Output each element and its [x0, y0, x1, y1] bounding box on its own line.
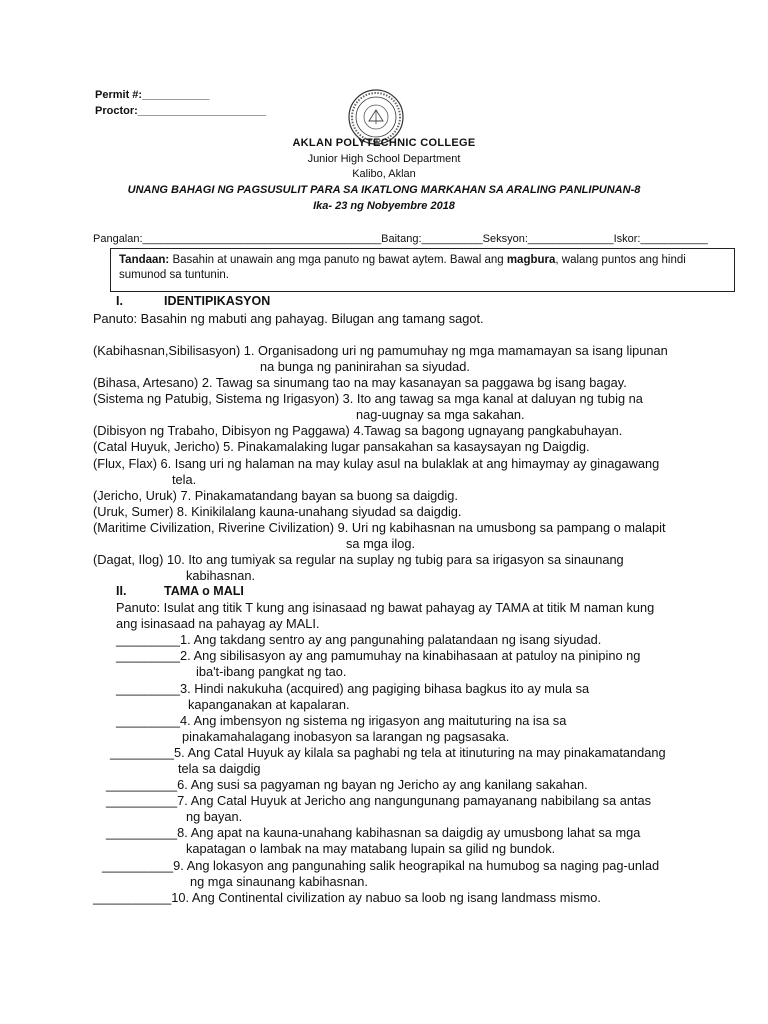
reminder-bold-word: magbura [506, 254, 556, 266]
item-line: (Dagat, Ilog) 10. Ito ang tumiyak sa regular na suplay ng tubig para sa irigasyon sa sinaunang [93, 552, 624, 567]
item-line: na bunga ng paninirahan sa siyudad. [260, 359, 470, 374]
proctor-field: Proctor:_____________________ [95, 105, 267, 117]
section-2-heading [116, 584, 244, 598]
student-info-line: Pangalan:_______________________________________Baitang:__________Seksyon:______________Iskor:___________ [93, 233, 708, 245]
section-2-title: TAMA o MALI [164, 584, 244, 598]
item-line: (Maritime Civilization, Riverine Civilization) 9. Uri ng kabihasnan na umusbong sa pampang o malapit [93, 520, 666, 535]
item-continuation: tela sa daigdig [178, 761, 261, 776]
department-name: Junior High School Department [307, 153, 461, 165]
item-continuation: pinakamahalagang inobasyon sa larangan ng pagsasaka. [182, 729, 510, 744]
answer-line[interactable]: _________1. Ang takdang sentro ay ang pangunahing palatandaan ng isang siyudad. [116, 632, 602, 647]
answer-line[interactable]: _________2. Ang sibilisasyon ay ang pamumuhay na kinabihasaan at patuloy na pinipino ng [116, 648, 641, 663]
section-2-instruction: ang isinasaad na pahayag ay MALI. [116, 616, 320, 631]
answer-line[interactable]: _________3. Hindi nakukuha (acquired) ang pagiging bihasa bagkus ito ay mula sa [116, 681, 590, 696]
item-line: (Kabihasnan,Sibilisasyon) 1. Organisadong uri ng pamumuhay ng mga mamamayan sa isang lipunan [93, 343, 668, 358]
section-1-heading [116, 294, 270, 308]
answer-line[interactable]: __________9. Ang lokasyon ang pangunahing salik heograpikal na humubog sa naging pag-unlad [102, 858, 660, 873]
item-continuation: ng mga sinaunang kabihasnan. [190, 874, 368, 889]
answer-line[interactable]: _________4. Ang imbensyon ng sistema ng irigasyon ang maituturing na isa sa [116, 713, 567, 728]
item-line: nag-uugnay sa mga sakahan. [356, 407, 525, 422]
item-continuation: ng bayan. [186, 809, 243, 824]
answer-line[interactable]: __________6. Ang susi sa pagyaman ng bayan ng Jericho ay ang kanilang sakahan. [106, 777, 588, 792]
college-location: Kalibo, Aklan [352, 168, 416, 180]
reminder-box [110, 248, 735, 292]
exam-date: Ika- 23 ng Nobyembre 2018 [313, 200, 455, 212]
section-1-instruction: Panuto: Basahin ng mabuti ang pahayag. Bilugan ang tamang sagot. [93, 311, 484, 326]
answer-line[interactable]: __________8. Ang apat na kauna-unahang kabihasnan sa daigdig ay umusbong lahat sa mga [106, 825, 641, 840]
item-line: tela. [172, 472, 197, 487]
item-line: (Catal Huyuk, Jericho) 5. Pinakamalaking lugar pansakahan sa kasaysayan ng Daigdig. [93, 439, 590, 454]
item-line: (Bihasa, Artesano) 2. Tawag sa sinumang tao na may kasanayan sa paggawa bg isang bagay. [93, 375, 627, 390]
item-line: kabihasnan. [186, 568, 256, 583]
item-line: sa mga ilog. [346, 536, 415, 551]
item-line: (Uruk, Sumer) 8. Kinikilalang kauna-unahang siyudad sa daigdig. [93, 504, 462, 519]
exam-title: UNANG BAHAGI NG PAGSUSULIT PARA SA IKATLONG MARKAHAN SA ARALING PANLIPUNAN-8 [127, 184, 641, 196]
reminder-label: Tandaan: [119, 254, 170, 266]
section-1-number: I. [116, 294, 123, 308]
reminder-text-2: , walang puntos ang hindi sumunod sa tuntunin. [119, 254, 686, 281]
reminder-text-1: Basahin at unawain ang mga panuto ng bawat aytem. Bawal ang [169, 254, 507, 266]
college-name: AKLAN POLYTECHNIC COLLEGE [292, 137, 476, 149]
item-continuation: kapatagan o lambak na may matabang lupain sa gilid ng bundok. [186, 841, 556, 856]
item-line: (Jericho, Uruk) 7. Pinakamatandang bayan sa buong sa daigdig. [93, 488, 458, 503]
section-2-instruction: Panuto: Isulat ang titik T kung ang isinasaad ng bawat pahayag ay TAMA at titik M naman kung [116, 600, 655, 615]
item-line: (Dibisyon ng Trabaho, Dibisyon ng Paggawa) 4.Tawag sa bagong ugnayang pangkabuhayan. [93, 423, 623, 438]
answer-line[interactable]: ___________10. Ang Continental civilization ay nabuo sa loob ng isang landmass mismo. [93, 890, 601, 905]
item-continuation: kapanganakan at kapalaran. [188, 697, 350, 712]
section-2-number: II. [116, 584, 127, 598]
item-continuation: iba't-ibang pangkat ng tao. [196, 664, 347, 679]
answer-line[interactable]: __________7. Ang Catal Huyuk at Jericho ang nangungunang pamayanang nabibilang sa antas [106, 793, 652, 808]
answer-line[interactable]: _________5. Ang Catal Huyuk ay kilala sa paghabi ng tela at itinuturing na may pinakamatandang [110, 745, 666, 760]
permit-field: Permit #:___________ [95, 89, 210, 101]
item-line: (Sistema ng Patubig, Sistema ng Irigasyon) 3. Ito ang tawag sa mga kanal at daluyan ng tubig na [93, 391, 643, 406]
section-1-title: IDENTIPIKASYON [164, 294, 271, 308]
item-line: (Flux, Flax) 6. Isang uri ng halaman na may kulay asul na bulaklak at ang himaymay ay ginagawang [93, 456, 660, 471]
